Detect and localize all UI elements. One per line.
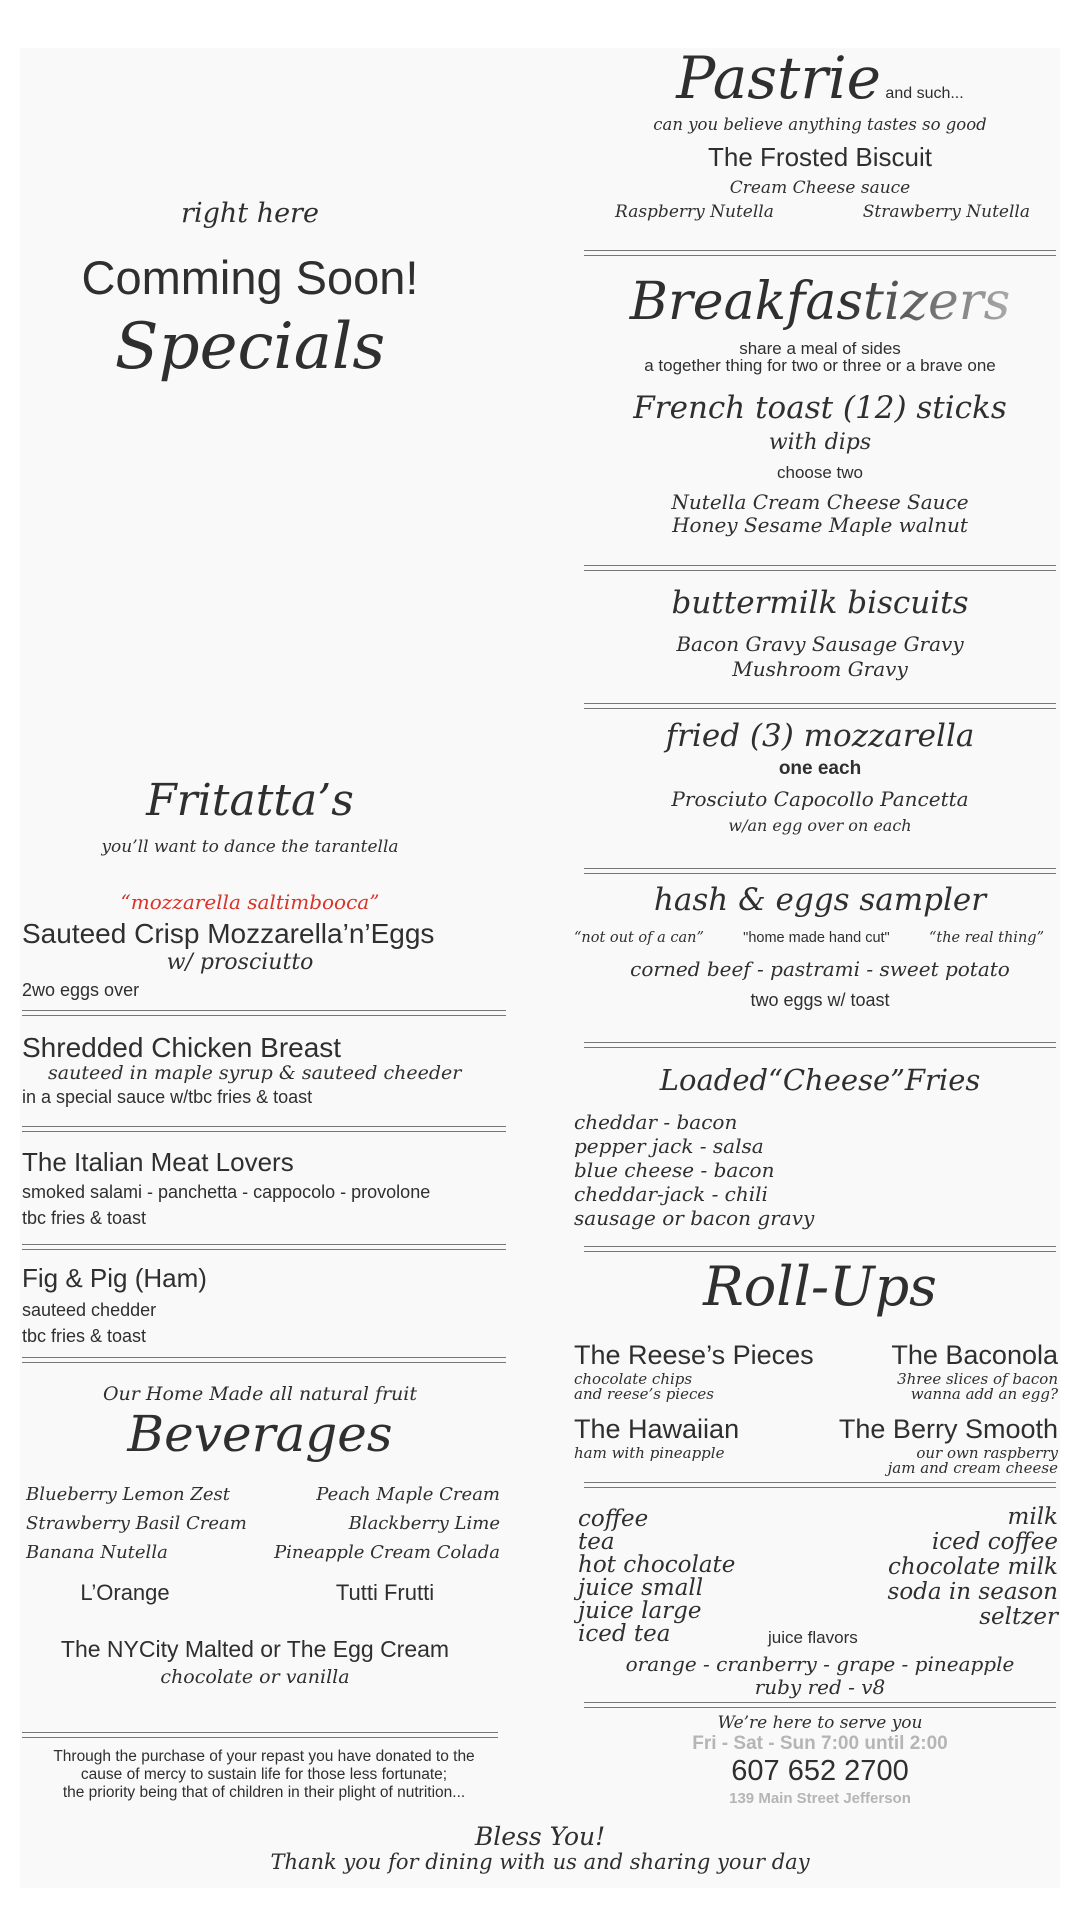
hash-quotes bbox=[574, 930, 1044, 946]
divider bbox=[584, 1246, 1056, 1252]
rollup-desc: 3hree slices of bacon bbox=[897, 1370, 1058, 1388]
drink-item: juice small bbox=[578, 1575, 704, 1601]
chicken-breast-line2: in a special sauce w/tbc fries & toast bbox=[22, 1087, 313, 1107]
fries-option: cheddar - bacon bbox=[574, 1110, 738, 1134]
beverage-flavor-list bbox=[26, 1480, 500, 1567]
fries-option: pepper jack - salsa bbox=[574, 1134, 764, 1158]
pastries-suffix: and such... bbox=[885, 85, 964, 102]
quote-row bbox=[574, 930, 1044, 946]
mozzarella-eggs-name: Sauteed Crisp Mozzarella’n’Eggs bbox=[22, 918, 435, 949]
baconola-name: The Baconola bbox=[891, 1340, 1058, 1370]
coming-soon-heading: Comming Soon! bbox=[81, 251, 419, 304]
divider bbox=[584, 1482, 1056, 1488]
drink-item: chocolate milk bbox=[888, 1554, 1058, 1580]
beverage-flavor: Peach Maple Cream bbox=[316, 1484, 500, 1505]
malted-egg-cream: The NYCity Malted or The Egg Cream bbox=[60, 1636, 450, 1662]
street-address: 139 Main Street Jefferson bbox=[729, 1790, 911, 1807]
mozzarella-meats: Prosciuto Capocollo Pancetta bbox=[671, 787, 969, 811]
breakfastizers-sub2: a together thing for two or three or a brave one bbox=[644, 356, 996, 375]
baconola-desc bbox=[820, 1372, 1058, 1402]
mercy-line: Through the purchase of your repast you have donated to the bbox=[53, 1748, 475, 1765]
fritattas-tagline: you’ll want to dance the tarantella bbox=[101, 837, 399, 857]
mozzarella-each: one each bbox=[778, 758, 862, 779]
reeses-desc bbox=[574, 1372, 714, 1402]
breakfastizers-sub1: share a meal of sides bbox=[739, 339, 901, 358]
mozzarella-eggs-line2: 2wo eggs over bbox=[22, 980, 140, 1000]
divider bbox=[584, 565, 1056, 571]
divider bbox=[584, 1702, 1056, 1708]
pastries-heading-row bbox=[580, 44, 1060, 112]
thank-you-text: Thank you for dining with us and sharing your day bbox=[270, 1850, 810, 1874]
french-toast-with: with dips bbox=[768, 430, 872, 455]
cheese-fries-title: Loaded“Cheese”Fries bbox=[659, 1063, 981, 1097]
beverage-row bbox=[26, 1538, 500, 1567]
tutti-frutti-drink: Tutti Frutti bbox=[335, 1580, 435, 1605]
rollup-desc: wanna add an egg? bbox=[910, 1385, 1058, 1403]
hawaiian-name: The Hawaiian bbox=[574, 1414, 740, 1444]
pastry-flavor: Strawberry Nutella bbox=[862, 202, 1030, 222]
right-here-text: right here bbox=[181, 198, 319, 229]
divider bbox=[22, 1126, 506, 1132]
fries-option: sausage or bacon gravy bbox=[574, 1206, 815, 1230]
pastry-flavor: Raspberry Nutella bbox=[615, 202, 774, 222]
divider bbox=[584, 868, 1056, 874]
hash-quote: "home made hand cut" bbox=[743, 930, 890, 946]
beverage-flavor: Strawberry Basil Cream bbox=[26, 1513, 247, 1534]
drink-item: iced tea bbox=[578, 1621, 671, 1647]
drink-item: seltzer bbox=[979, 1604, 1058, 1630]
specials-heading: Specials bbox=[114, 310, 386, 384]
rollup-desc: jam and cream cheese bbox=[887, 1459, 1058, 1477]
divider bbox=[22, 1732, 498, 1738]
divider bbox=[584, 250, 1056, 256]
divider bbox=[22, 1244, 506, 1250]
drinks-left-list bbox=[578, 1508, 735, 1646]
mozzarella-title: fried (3) mozzarella bbox=[665, 718, 975, 754]
hash-meats: corned beef - pastrami - sweet potato bbox=[630, 957, 1010, 981]
drinks-right-list bbox=[800, 1505, 1058, 1630]
fries-option: blue cheese - bacon bbox=[574, 1158, 775, 1182]
fig-pig-line1: sauteed chedder bbox=[22, 1300, 157, 1320]
meat-lovers-line2: tbc fries & toast bbox=[22, 1208, 147, 1228]
drink-item: tea bbox=[578, 1529, 615, 1555]
beverage-flavor: Blackberry Lime bbox=[348, 1513, 500, 1534]
french-toast-choose: choose two bbox=[777, 463, 863, 482]
divider bbox=[584, 703, 1056, 709]
drink-item: coffee bbox=[578, 1506, 649, 1532]
mozzarella-egg: w/an egg over on each bbox=[728, 816, 912, 835]
hash-eggs: two eggs w/ toast bbox=[750, 990, 890, 1010]
saltimbooca-quote: “mozzarella saltimbooca” bbox=[120, 890, 380, 914]
fig-pig-line2: tbc fries & toast bbox=[22, 1326, 147, 1346]
fritattas-heading: Fritatta’s bbox=[146, 775, 354, 826]
hash-quote: “not out of a can” bbox=[574, 930, 704, 946]
cheese-fries-list bbox=[574, 1110, 814, 1230]
drink-item: juice large bbox=[578, 1598, 702, 1624]
breakfastizers-heading: Breakfastizers bbox=[590, 272, 1050, 332]
rollups-heading: Roll-Ups bbox=[703, 1255, 937, 1318]
drink-item: soda in season bbox=[887, 1579, 1058, 1605]
lorange-drink: L’Orange bbox=[80, 1580, 170, 1605]
phone-number: 607 652 2700 bbox=[731, 1755, 909, 1787]
hash-quote: “the real thing” bbox=[928, 930, 1044, 946]
biscuits-gravy1: Bacon Gravy Sausage Gravy bbox=[676, 632, 964, 656]
beverage-row bbox=[26, 1480, 500, 1509]
malted-flavors: chocolate or vanilla bbox=[160, 1666, 350, 1688]
beverages-intro: Our Home Made all natural fruit bbox=[102, 1383, 418, 1405]
mozzarella-eggs-line1: w/ prosciutto bbox=[166, 950, 314, 975]
serve-text: We’re here to serve you bbox=[717, 1713, 923, 1733]
beverage-flavor: Blueberry Lemon Zest bbox=[26, 1484, 230, 1505]
biscuits-gravy2: Mushroom Gravy bbox=[732, 657, 908, 681]
juice-flavors-label: juice flavors bbox=[768, 1628, 858, 1647]
fries-option: cheddar-jack - chili bbox=[574, 1182, 768, 1206]
rollup-desc: our own raspberry bbox=[916, 1444, 1058, 1462]
reeses-name: The Reese’s Pieces bbox=[574, 1340, 814, 1370]
chicken-breast-name: Shredded Chicken Breast bbox=[22, 1032, 342, 1063]
drink-item: iced coffee bbox=[931, 1529, 1058, 1555]
rollup-desc: chocolate chips bbox=[574, 1370, 693, 1388]
frosted-biscuit-flavors bbox=[615, 202, 1030, 222]
french-toast-dips2: Honey Sesame Maple walnut bbox=[672, 513, 968, 537]
juice-flavors-line2: ruby red - v8 bbox=[754, 1675, 886, 1699]
beverage-flavor: Pineapple Cream Colada bbox=[274, 1542, 500, 1563]
pastries-tagline: can you believe anything tastes so good bbox=[653, 115, 987, 134]
frosted-biscuit-name: The Frosted Biscuit bbox=[708, 142, 932, 172]
drink-item: milk bbox=[1007, 1504, 1058, 1530]
beverage-flavor: Banana Nutella bbox=[26, 1542, 168, 1563]
bless-you-text: Bless You! bbox=[474, 1822, 606, 1851]
juice-flavors-line1: orange - cranberry - grape - pineapple bbox=[625, 1652, 1015, 1676]
rollup-desc: and reese’s pieces bbox=[574, 1385, 714, 1403]
divider bbox=[22, 1010, 506, 1016]
meat-lovers-name: The Italian Meat Lovers bbox=[22, 1147, 294, 1177]
pastries-heading: Pastrie bbox=[676, 44, 881, 112]
meat-lovers-line1: smoked salami - panchetta - cappocolo - provolone bbox=[22, 1182, 431, 1202]
beverage-row bbox=[26, 1509, 500, 1538]
drink-item: hot chocolate bbox=[578, 1552, 736, 1578]
mercy-line: cause of mercy to sustain life for those less fortunate; bbox=[80, 1766, 448, 1783]
fig-pig-name: Fig & Pig (Ham) bbox=[22, 1263, 207, 1293]
mercy-line: the priority being that of children in their plight of nutrition... bbox=[62, 1784, 466, 1801]
berry-smooth-desc bbox=[800, 1446, 1058, 1476]
divider bbox=[584, 1042, 1056, 1048]
opening-hours: Fri - Sat - Sun 7:00 until 2:00 bbox=[692, 1733, 948, 1754]
french-toast-dips1: Nutella Cream Cheese Sauce bbox=[671, 490, 969, 514]
french-toast-title: French toast (12) sticks bbox=[633, 390, 1007, 426]
hawaiian-desc: ham with pineapple bbox=[574, 1444, 725, 1462]
chicken-breast-line1: sauteed in maple syrup & sauteed cheeder bbox=[48, 1062, 462, 1084]
beverages-heading: Beverages bbox=[127, 1405, 393, 1463]
berry-smooth-name: The Berry Smooth bbox=[838, 1414, 1058, 1444]
frosted-biscuit-sauce: Cream Cheese sauce bbox=[729, 178, 911, 198]
flavor-row bbox=[615, 202, 1030, 222]
mercy-statement bbox=[22, 1748, 506, 1802]
divider bbox=[22, 1357, 506, 1363]
biscuits-title: buttermilk biscuits bbox=[671, 585, 969, 621]
hash-title: hash & eggs sampler bbox=[653, 882, 987, 918]
